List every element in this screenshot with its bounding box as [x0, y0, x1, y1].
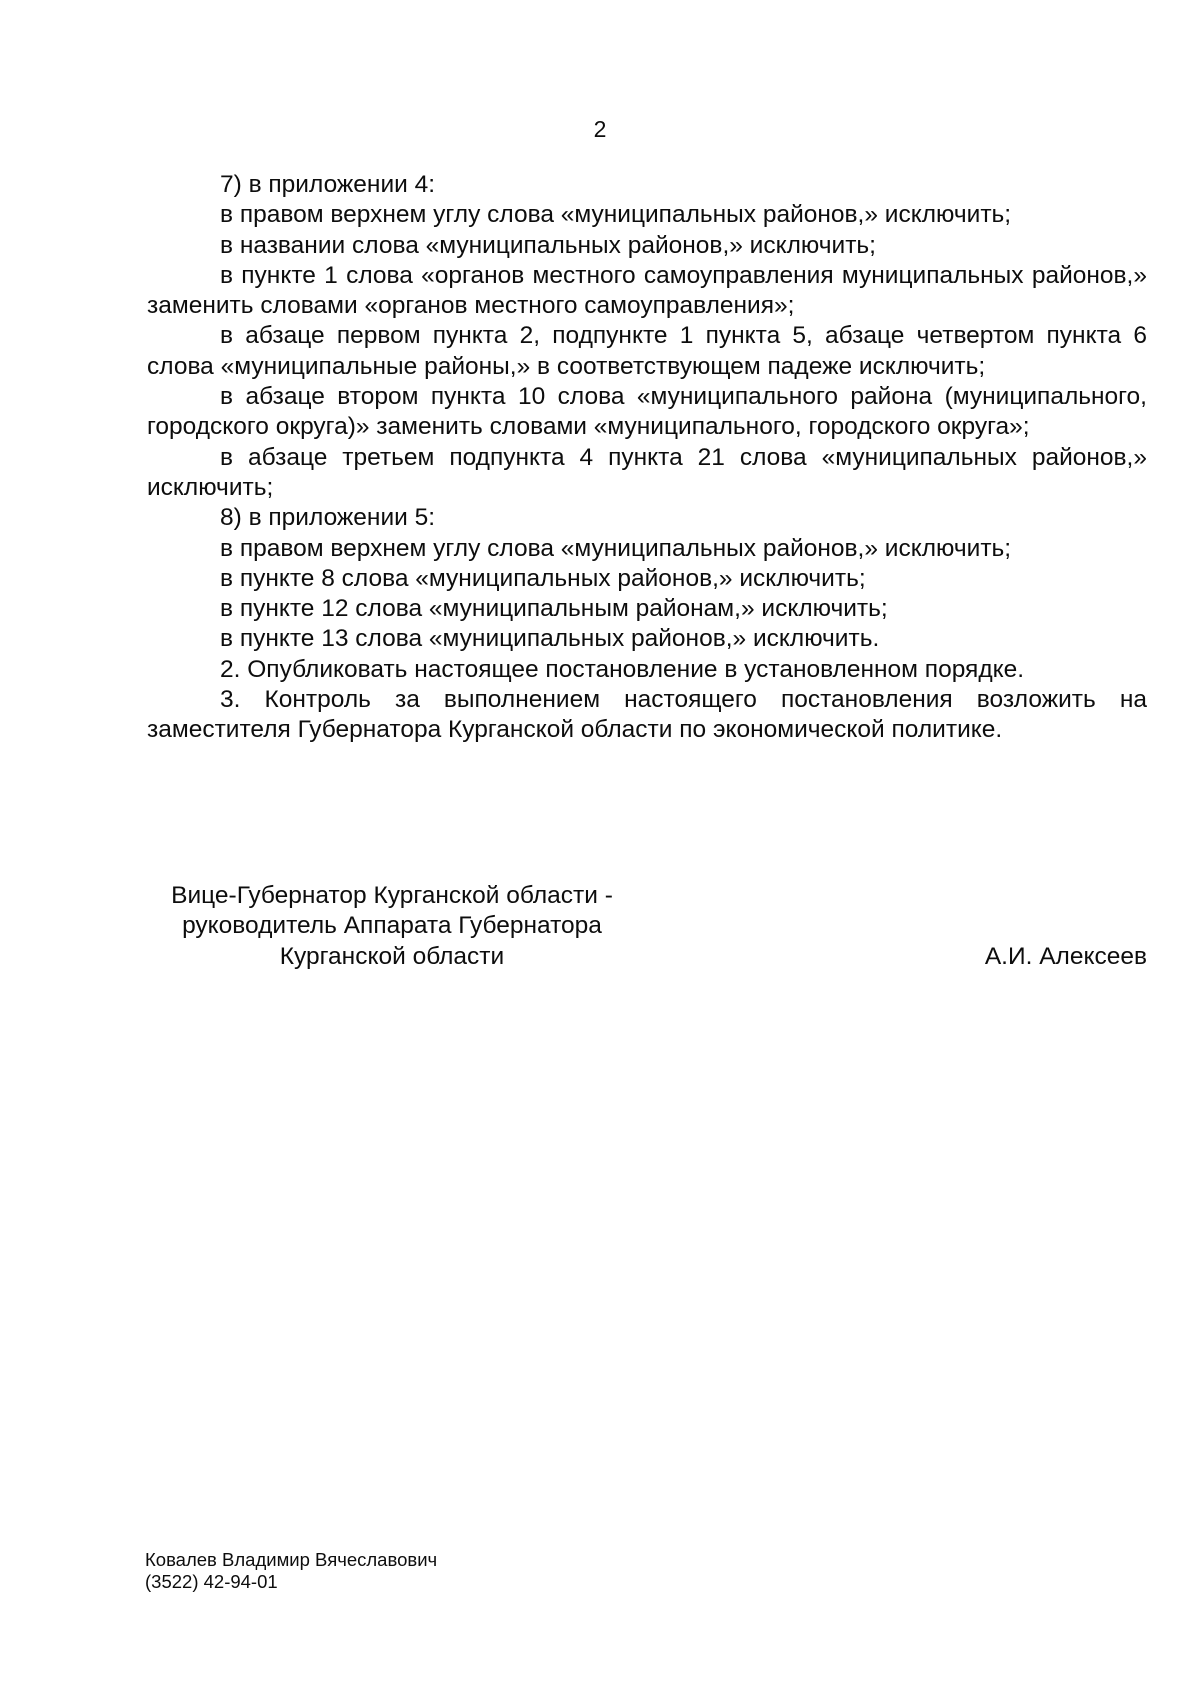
paragraph: в абзаце третьем подпункта 4 пункта 21 слова «муниципальных районов,» исключить;: [147, 443, 1147, 501]
paragraph-appendix-5-heading: 8) в приложении 5:: [220, 504, 436, 532]
signatory-position-line: Вице-Губернатор Курганской области -: [171, 882, 613, 909]
signatory-position-line: руководитель Аппарата Губернатора: [182, 912, 602, 940]
signature-block: [147, 881, 1147, 972]
paragraph: в названии слова «муниципальных районов,» исключить;: [220, 231, 876, 259]
executor-name: Ковалев Владимир Вячеславович: [145, 1549, 438, 1570]
paragraph-publication: 2. Опубликовать настоящее постановление в установленном порядке.: [220, 655, 1025, 683]
signatory-position: [147, 881, 637, 972]
paragraph-appendix-4-heading: 7) в приложении 4:: [220, 171, 436, 198]
paragraph: в абзаце втором пункта 10 слова «муниципального района (муниципального, городского округа)» заменить словами «муниципального, городского округа»;: [147, 383, 1147, 441]
paragraph: в правом верхнем углу слова «муниципальных районов,» исключить;: [220, 534, 1012, 562]
paragraph: в абзаце первом пункта 2, подпункте 1 пункта 5, абзаце четвертом пункта 6 слова «муниципальные районы,» в соответствующем падеже исключить;: [147, 322, 1147, 380]
paragraph-control: 3. Контроль за выполнением настоящего постановления возложить на заместителя Губернатора Курганской области по экономической политике.: [147, 686, 1147, 744]
signatory-name: А.И. Алексеев: [984, 942, 1147, 970]
document-body: [147, 170, 1147, 746]
page-number: 2: [593, 116, 607, 142]
signatory-position-line: Курганской области: [279, 942, 505, 970]
executor-info: [145, 1549, 437, 1593]
paragraph: в правом верхнем углу слова «муниципальных районов,» исключить;: [220, 201, 1012, 229]
paragraph: в пункте 1 слова «органов местного самоуправления муниципальных районов,» заменить словами «органов местного самоуправления»;: [147, 261, 1147, 320]
paragraph: в пункте 12 слова «муниципальным районам,» исключить;: [220, 595, 888, 623]
paragraph: в пункте 13 слова «муниципальных районов,» исключить.: [220, 625, 880, 653]
executor-phone: (3522) 42-94-01: [145, 1571, 278, 1592]
paragraph: в пункте 8 слова «муниципальных районов,» исключить;: [220, 564, 866, 592]
